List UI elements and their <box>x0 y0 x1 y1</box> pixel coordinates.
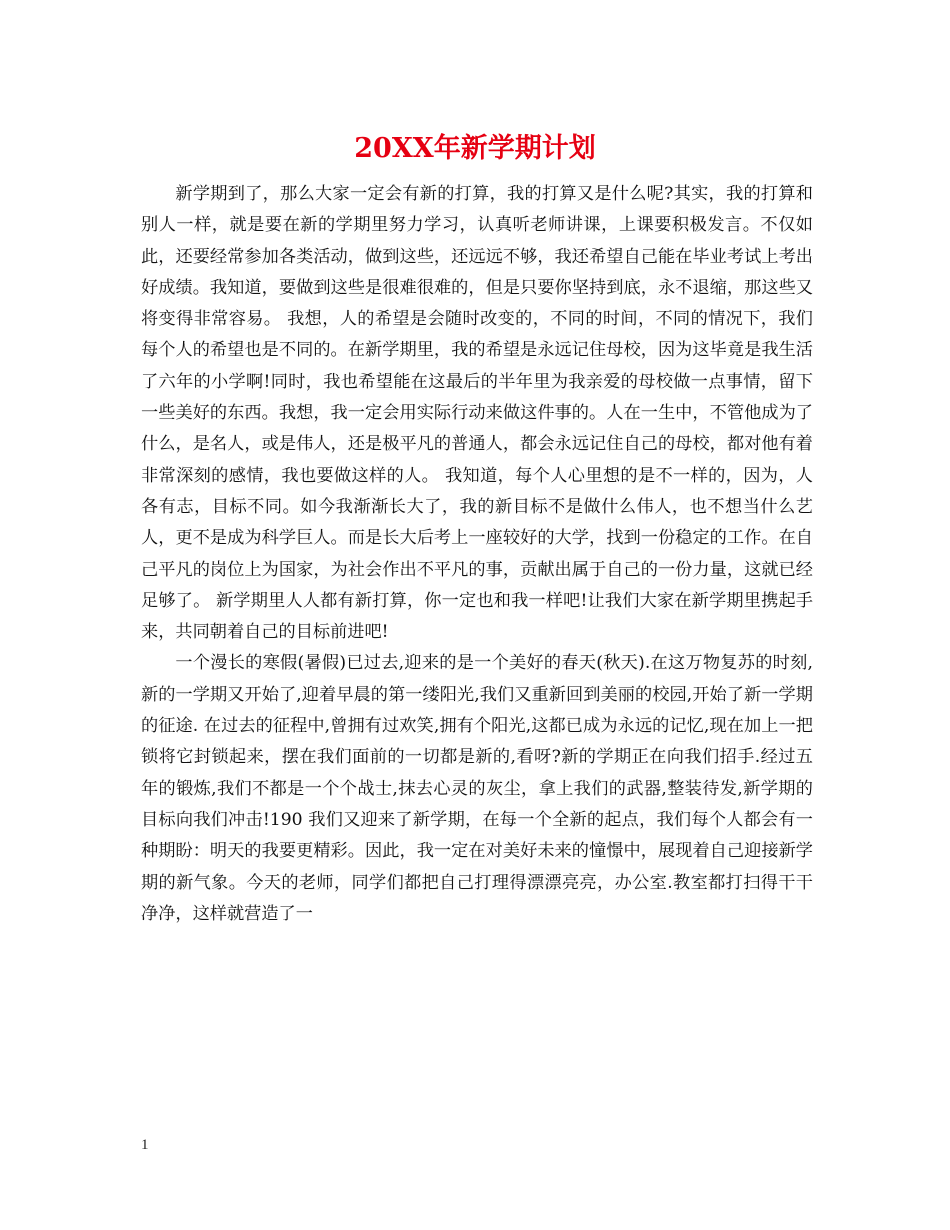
paragraph-1: 新学期到了，那么大家一定会有新的打算，我的打算又是什么呢?其实，我的打算和别人一样，就是要在新的学期里努力学习，认真听老师讲课，上课要积极发言。不仅如此，还要经常参加各类活动，做到这些，还远远不够，我还希望自己能在毕业考试上考出好成绩。我知道，要做到这些是很难很难的，但是只要你坚持到底，永不退缩，那这些又将变得非常容易。 我想，人的希望是会随时改变的，不同的时间，不同的情况下，我们每个人的希望也是不同的。在新学期里，我的希望是永远记住母校，因为这毕竟是我生活了六年的小学啊!同时，我也希望能在这最后的半年里为我亲爱的母校做一点事情，留下一些美好的东西。我想，我一定会用实际行动来做这件事的。人在一生中，不管他成为了什么，是名人，或是伟人，还是极平凡的普通人，都会永远记住自己的母校，都对他有着非常深刻的感情，我也要做这样的人。 我知道，每个人心里想的是不一样的，因为，人各有志，目标不同。如今我渐渐长大了，我的新目标不是做什么伟人，也不想当什么艺人，更不是成为科学巨人。而是长大后考上一座较好的大学，找到一份稳定的工作。在自己平凡的岗位上为国家，为社会作出不平凡的事，贡献出属于自己的一份力量，这就已经足够了。 新学期里人人都有新打算，你一定也和我一样吧!让我们大家在新学期里携起手来，共同朝着自己的目标前进吧! <box>141 184 813 643</box>
document-body <box>141 179 813 930</box>
paragraph-2: 一个漫长的寒假(暑假)已过去,迎来的是一个美好的春天(秋天).在这万物复苏的时刻,新的一学期又开始了,迎着早晨的第一缕阳光,我们又重新回到美丽的校园,开始了新一学期的征途. 在过去的征程中,曾拥有过欢笑,拥有个阳光,这都已成为永远的记忆,现在加上一把锁将它封锁起来，摆在我们面前的一切都是新的,看呀?新的学期正在向我们招手.经过五年的锻炼,我们不都是一个个战士,抹去心灵的灰尘，拿上我们的武器,整装待发,新学期的目标向我们冲击!190 我们又迎来了新学期，在每一个全新的起点，我们每个人都会有一种期盼：明天的我要更精彩。因此，我一定在对美好未来的憧憬中，展现着自己迎接新学期的新气象。今天的老师，同学们都把自己打理得漂漂亮亮，办公室.教室都打扫得干干净净，这样就营造了一 <box>141 653 813 924</box>
document-title: 20XX年新学期计划 <box>354 133 596 164</box>
page-number: 1 <box>141 1137 149 1153</box>
